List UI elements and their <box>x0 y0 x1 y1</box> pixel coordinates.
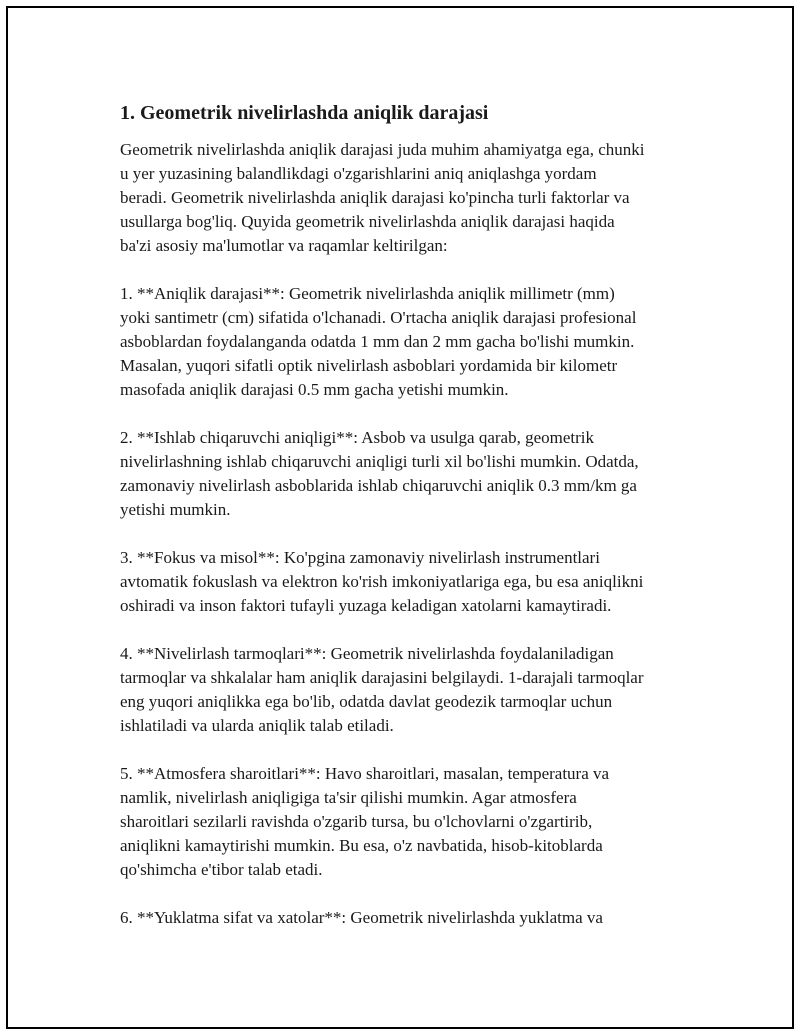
text-line: 2. **Ishlab chiqaruvchi aniqligi**: Asbob va usulga qarab, geometrik <box>120 428 595 447</box>
list-item-aniqlik-darajasi <box>120 282 695 402</box>
section-heading: 1. Geometrik nivelirlashda aniqlik darajasi <box>120 102 489 124</box>
text-line: Geometrik nivelirlashda aniqlik darajasi juda muhim ahamiyatga ega, chunki <box>120 140 645 159</box>
text-line: usullarga bog'liq. Quyida geometrik nivelirlashda aniqlik darajasi haqida <box>120 212 615 231</box>
list-item-atmosfera-sharoitlari <box>120 762 695 882</box>
text-line: aniqlikni kamaytirishi mumkin. Bu esa, o'z navbatida, hisob-kitoblarda <box>120 836 603 855</box>
text-line: masofada aniqlik darajasi 0.5 mm gacha yetishi mumkin. <box>120 380 509 399</box>
list-item-yuklatma-sifat <box>120 906 695 930</box>
list-item-ishlab-chiqaruvchi <box>120 426 695 522</box>
document-body <box>120 100 695 954</box>
text-line: oshiradi va inson faktori tufayli yuzaga keladigan xatolarni kamaytiradi. <box>120 596 612 615</box>
page-frame <box>6 6 794 1029</box>
list-item-nivelirlash-tarmoqlari <box>120 642 695 738</box>
text-line: eng yuqori aniqlikka ega bo'lib, odatda davlat geodezik tarmoqlar uchun <box>120 692 613 711</box>
text-line: 1. **Aniqlik darajasi**: Geometrik nivelirlashda aniqlik millimetr (mm) <box>120 284 615 303</box>
intro-paragraph <box>120 138 695 258</box>
text-line: avtomatik fokuslash va elektron ko'rish imkoniyatlariga ega, bu esa aniqlikni <box>120 572 644 591</box>
text-line: ba'zi asosiy ma'lumotlar va raqamlar keltirilgan: <box>120 236 448 255</box>
text-line: beradi. Geometrik nivelirlashda aniqlik darajasi ko'pincha turli faktorlar va <box>120 188 630 207</box>
text-line: sharoitlari sezilarli ravishda o'zgarib tursa, bu o'lchovlarni o'zgartirib, <box>120 812 593 831</box>
text-line: qo'shimcha e'tibor talab etadi. <box>120 860 323 879</box>
text-line: nivelirlashning ishlab chiqaruvchi aniqligi turli xil bo'lishi mumkin. Odatda, <box>120 452 639 471</box>
text-line: namlik, nivelirlash aniqligiga ta'sir qilishi mumkin. Agar atmosfera <box>120 788 577 807</box>
text-line: u yer yuzasining balandlikdagi o'zgarishlarini aniq aniqlashga yordam <box>120 164 597 183</box>
text-line: 4. **Nivelirlash tarmoqlari**: Geometrik nivelirlashda foydalaniladigan <box>120 644 614 663</box>
text-line: 3. **Fokus va misol**: Ko'pgina zamonaviy nivelirlash instrumentlari <box>120 548 600 567</box>
text-line: asboblardan foydalanganda odatda 1 mm dan 2 mm gacha bo'lishi mumkin. <box>120 332 635 351</box>
list-item-fokus-va-misol <box>120 546 695 618</box>
text-line: ishlatiladi va ularda aniqlik talab etiladi. <box>120 716 394 735</box>
text-line: yetishi mumkin. <box>120 500 231 519</box>
text-line: tarmoqlar va shkalalar ham aniqlik darajasini belgilaydi. 1-darajali tarmoqlar <box>120 668 644 687</box>
text-line: zamonaviy nivelirlash asboblarida ishlab chiqaruvchi aniqlik 0.3 mm/km ga <box>120 476 637 495</box>
text-line: yoki santimetr (cm) sifatida o'lchanadi. O'rtacha aniqlik darajasi profesional <box>120 308 637 327</box>
text-line: 6. **Yuklatma sifat va xatolar**: Geometrik nivelirlashda yuklatma va <box>120 908 603 927</box>
text-line: 5. **Atmosfera sharoitlari**: Havo sharoitlari, masalan, temperatura va <box>120 764 610 783</box>
text-line: Masalan, yuqori sifatli optik nivelirlash asboblari yordamida bir kilometr <box>120 356 618 375</box>
